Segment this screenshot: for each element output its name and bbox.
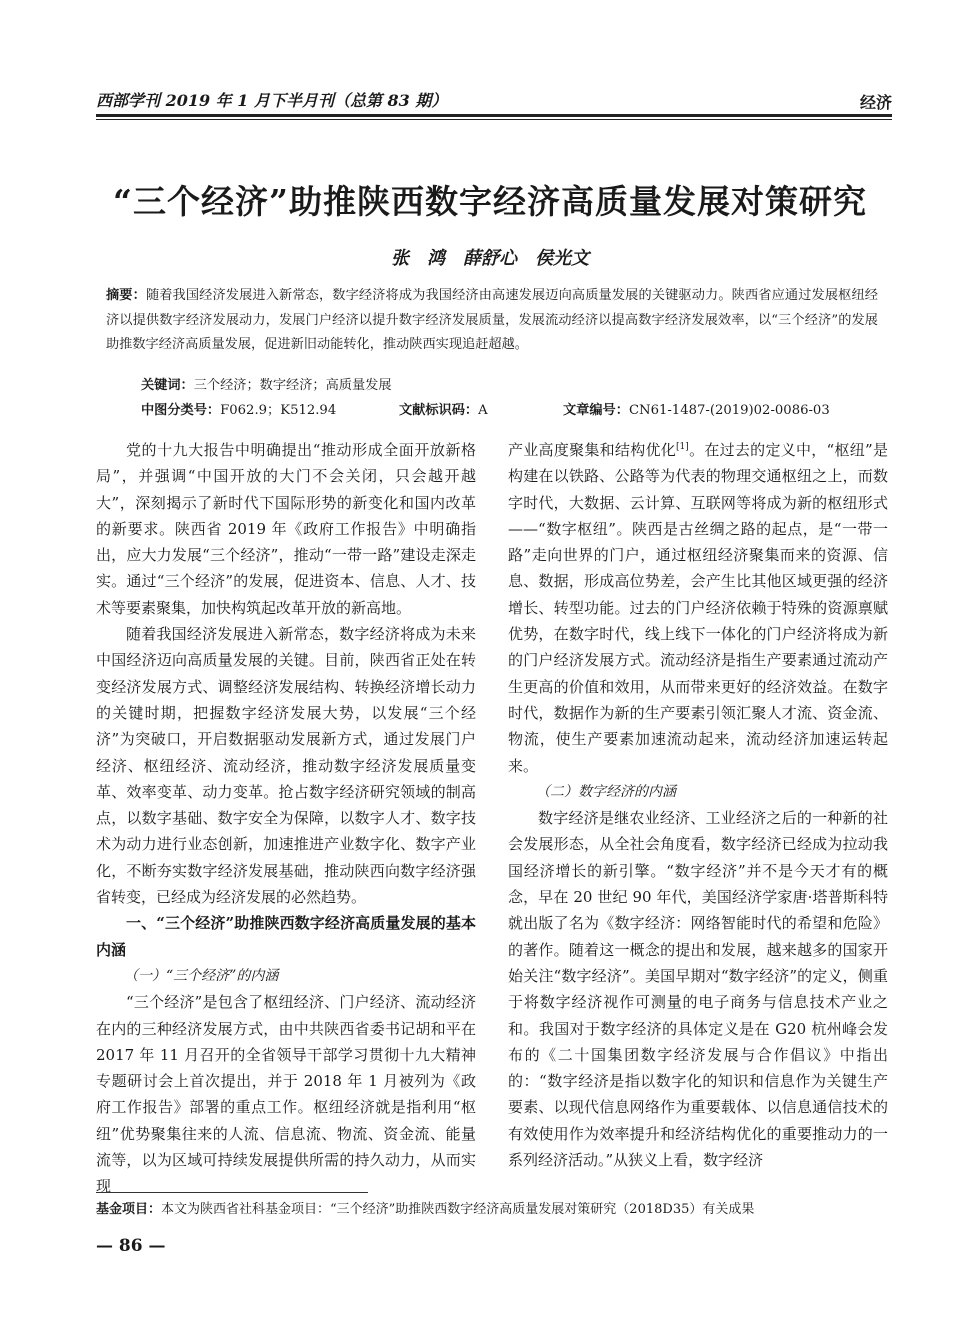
running-head: [96, 88, 892, 112]
body-paragraph: 随着我国经济发展进入新常态，数字经济将成为未来中国经济迈向高质量发展的关键。目前，陕西省正处在转变经济发展方式、调整经济发展结构、转换经济增长动力的关键时期，把握数字经济发展大势，以发展“三个经济”为突破口，开启数据驱动发展新方式，通过发展门户经济、枢纽经济、流动经济，推动数字经济发展质量变革、效率变革、动力变革。抢占数字经济研究领域的制高点，以数字基础、数字安全为保障，以数字人才、数字技术为动力进行业态创新，加速推进产业数字化、数字产业化，不断夯实数字经济发展基础，推动陕西向数字经济强省转变，已经成为经济发展的必然趋势。: [96, 625, 476, 907]
journal-name: 西部学刊 2019 年 1 月下半月刊（总第 83 期）: [96, 91, 448, 110]
article-number: 文章编号：CN61-1487-(2019)02-0086-03: [563, 403, 830, 418]
footnote-rule: [96, 1192, 368, 1193]
section-heading: 一、“三个经济”助推陕西数字经济高质量发展的基本内涵: [96, 914, 476, 959]
body-paragraph: 党的十九大报告中明确提出“推动形成全面开放新格局”，并强调“中国开放的大门不会关闭，只会越开越大”，深刻揭示了新时代下国际形势的新变化和国内改革的新要求。陕西省 2019 年《政府工作报告》中明确指出，应大力发展“三个经济”，推动“一带一路”建设走深走实。通过“三个经济”的发展，促进资本、信息、人才、技术等要素聚集，加快构筑起改革开放的新高地。: [96, 441, 476, 617]
body-paragraph: “三个经济”是包含了枢纽经济、门户经济、流动经济在内的三种经济发展方式，由中共陕西省委书记胡和平在 2017 年 11 月召开的全省领导干部学习贯彻十九大精神专题研讨会上首次提出，并于 2018 年 1 月被列为《政府工作报告》部署的重点工作。枢纽经济就是指利用“枢纽”优势聚集往来的人流、信息流、物流、资金流、能量流等，以为区域可持续发展提供所需的持久动力，从而实现: [96, 993, 476, 1196]
keywords-text: 三个经济；数字经济；高质量发展: [193, 378, 392, 393]
header-rule: [96, 114, 892, 117]
subsection-heading: （一）“三个经济”的内涵: [124, 967, 279, 984]
abstract-text: 随着我国经济发展进入新常态，数字经济将成为我国经济由高速发展迈向高质量发展的关键驱动力。陕西省应通过发展枢纽经济以提供数字经济发展动力，发展门户经济以提升数字经济发展质量，发展流动经济以提高数字经济发展效率，以“三个经济”的发展助推数字经济高质量发展，促进新旧动能转化，推动陕西实现追赶超越。: [106, 288, 878, 352]
keywords-label: 关键词：: [141, 378, 194, 393]
left-column: [96, 437, 476, 1200]
abstract: [106, 284, 878, 358]
section-label: 经济: [859, 93, 892, 112]
document-code: 文献标识码：A: [399, 403, 488, 418]
fund-footnote: [96, 1200, 896, 1220]
right-column: [508, 437, 888, 1173]
header-rule-thin: [96, 119, 892, 120]
keywords: [141, 374, 392, 398]
page-number: — 86 —: [96, 1236, 166, 1256]
classification-number: 中图分类号：F062.9；K512.94: [141, 403, 337, 418]
body-paragraph: 产业高度聚集和结构优化[1]。在过去的定义中，“枢纽”是构建在以铁路、公路等为代表的物理交通枢纽之上，而数字时代，大数据、云计算、互联网等将成为新的枢纽形式——“数字枢纽”。陕西是古丝绸之路的起点，是“一带一路”走向世界的门户，通过枢纽经济聚集而来的资源、信息、数据，形成高位势差，会产生比其他区域更强的经济增长、转型功能。过去的门户经济依赖于特殊的资源禀赋优势，在数字时代，线上线下一体化的门户经济将成为新的门户经济发展方式。流动经济是指生产要素通过流动产生更高的价值和效用，从而带来更好的经济效益。在数字时代，数据作为新的生产要素引领汇聚人才流、资金流、物流，使生产要素加速流动起来，流动经济加速运转起来。: [508, 441, 888, 775]
citation-ref: [1]: [676, 442, 689, 452]
fund-text: 本文为陕西省社科基金项目：“三个经济”助推陕西数字经济高质量发展对策研究（2018D35）有关成果: [161, 1202, 755, 1217]
article-title: “三个经济”助推陕西数字经济高质量发展对策研究: [113, 182, 867, 221]
authors: 张 鸿 薛舒心 侯光文: [391, 248, 589, 269]
body-paragraph: 数字经济是继农业经济、工业经济之后的一种新的社会发展形态，从全社会角度看，数字经济已经成为拉动我国经济增长的新引擎。“数字经济”并不是今天才有的概念，早在 20 世纪 90 年代，美国经济学家唐·塔普斯科特就出版了名为《数字经济：网络智能时代的希望和危险》的著作。随着这一概念的提出和发展，越来越多的国家开始关注“数字经济”。美国早期对“数字经济”的定义，侧重于将数字经济视作可测量的电子商务与信息技术产业之和。我国对于数字经济的具体定义是在 G20 杭州峰会发布的《二十国集团数字经济发展与合作倡议》中指出的：“数字经济是指以数字化的知识和信息作为关键生产要素、以现代信息网络作为重要载体、以信息通信技术的有效使用作为效率提升和经济结构优化的重要推动力的一系列经济活动。”从狭义上看，数字经济: [508, 809, 888, 1170]
fund-label: 基金项目：: [96, 1202, 162, 1217]
article-metadata: [141, 399, 881, 423]
subsection-heading: （二）数字经济的内涵: [536, 783, 676, 800]
abstract-label: 摘要：: [106, 288, 146, 303]
